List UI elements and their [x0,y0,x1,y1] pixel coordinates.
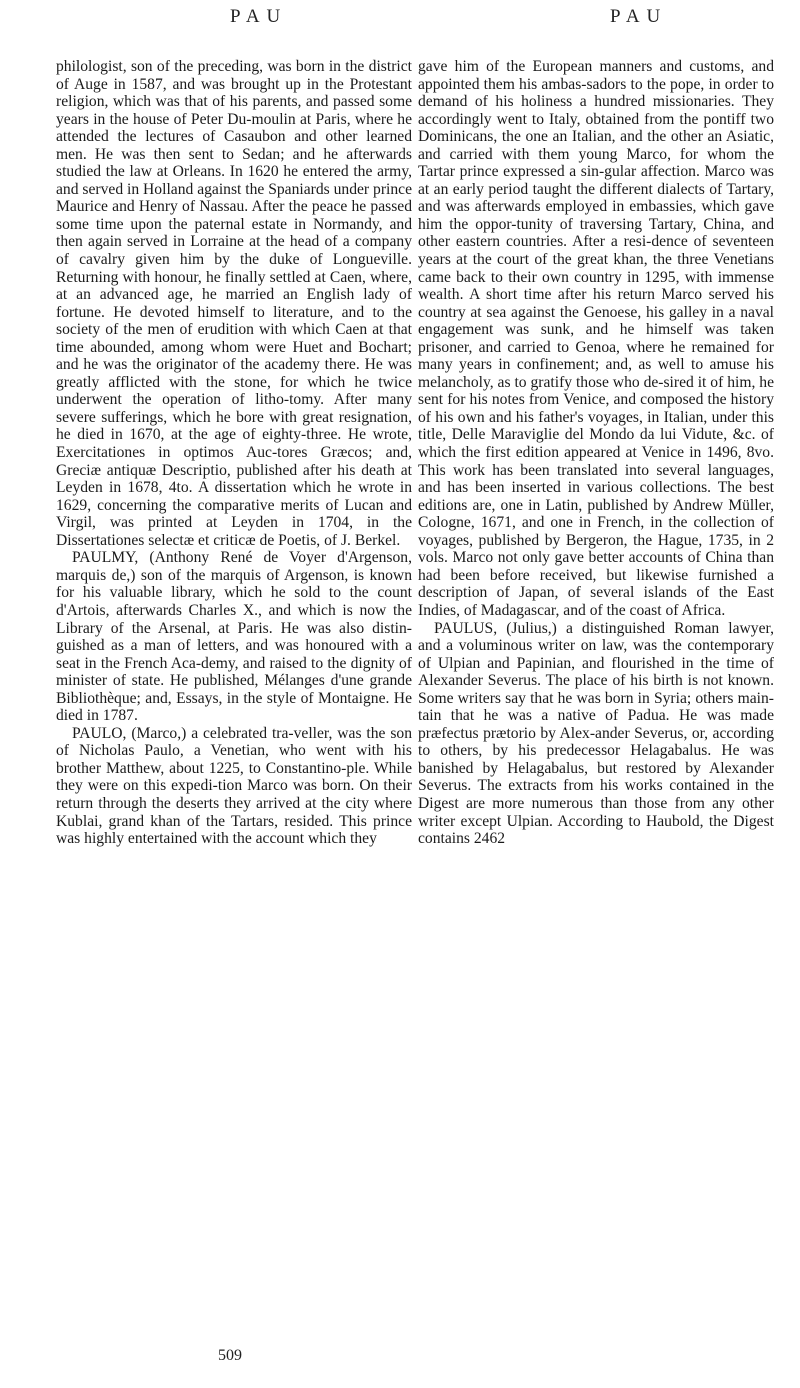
entry-paulmy: PAULMY, (Anthony René de Voyer d'Argenson, marquis de,) son of the marquis of Argenson, is known for his valuable library, which he sold to the count d'Artois, afterwards Charles X., and which is now the Library of the Arsenal, at Paris. He was also distin-guished as a man of letters, and was honoured with a seat in the French Aca-demy, and raised to the dignity of minister of state. He published, Mélanges d'une grande Bibliothèque; and, Essays, in the style of Montaigne. He died in 1787. [56,549,412,725]
paragraph-continuation: gave him of the European manners and customs, and appointed them his ambas-sadors to the pope, in order to demand of his holiness a hundred missionaries. They accordingly went to Italy, obtained from the pontiff two Dominicans, the one an Italian, and the other an Asiatic, and carried with them young Marco, for whom the Tartar prince expressed a sin-gular affection. Marco was at an early period taught the different dialects of Tartary, and was afterwards employed in embassies, which gave him the oppor-tunity of traversing Tartary, China, and other eastern countries. After a resi-dence of seventeen years at the court of the great khan, the three Venetians came back to their own country in 1295, with immense wealth. A short time after his return Marco served his country at sea against the Genoese, his galley in a naval engagement was sunk, and he himself was taken prisoner, and carried to Genoa, where he remained for many years in confinement; and, as well to amuse his melancholy, as to gratify those who de-sired it of him, he sent for his notes from Venice, and composed the history of his own and his father's voyages, in Italian, under this title, Delle Maraviglie del Mondo da lui Vidute, &c. of which the first edition appeared at Venice in 1496, 8vo. This work has been translated into several languages, and has been inserted in various collections. The best editions are, one in Latin, published by Andrew Müller, Cologne, 1671, and one in French, in the collection of voyages, published by Bergeron, the Hague, 1735, in 2 vols. Marco not only gave better accounts of China than had been before received, but likewise furnished a description of Japan, of several islands of the East Indies, of Madagascar, and of the coast of Africa. [418,58,774,619]
paragraph-continuation: philologist, son of the preceding, was born in the district of Auge in 1587, and was brought up in the Protestant religion, which was that of his parents, and passed some years in the house of Peter Du-moulin at Paris, where he attended the lectures of Casaubon and other learned men. He was then sent to Sedan; and he afterwards studied the law at Orleans. In 1620 he entered the army, and served in Holland against the Spaniards under prince Maurice and Henry of Nassau. After the peace he passed some time upon the paternal estate in Normandy, and then again served in Lorraine at the head of a company of cavalry given him by the duke of Longueville. Returning with honour, he finally settled at Caen, where, at an advanced age, he married an English lady of fortune. He devoted himself to literature, and to the society of the men of erudition with which Caen at that time abounded, among whom were Huet and Bochart; and he was the originator of the academy there. He was greatly afflicted with the stone, for which he twice underwent the operation of litho-tomy. After many severe sufferings, which he bore with great resignation, he died in 1670, at the age of eighty-three. He wrote, Exercitationes in optimos Auc-tores Græcos; and, Greciæ antiquæ Descriptio, published after his death at Leyden in 1678, 4to. A dissertation which he wrote in 1629, concerning the comparative merits of Lucan and Virgil, was printed at Leyden in 1704, in the Dissertationes selectæ et criticæ de Poetis, of J. Berkel. [56,58,412,549]
running-head-right: PAU [610,6,668,27]
left-column [56,58,412,848]
page-number: 509 [218,1347,242,1364]
entry-paulo: PAULO, (Marco,) a celebrated tra-veller, was the son of Nicholas Paulo, a Venetian, who went with his brother Matthew, about 1225, to Constantino-ple. While they were on this expedi-tion Marco was born. On their return through the deserts they arrived at the city where Kublai, grand khan of the Tartars, resided. This prince was highly entertained with the account which they [56,724,412,848]
right-column [418,58,774,848]
entry-paulus: PAULUS, (Julius,) a distinguished Roman lawyer, and a voluminous writer on law, was the contemporary of Ulpian and Papinian, and flourished in the time of Alexander Severus. The place of his birth is not known. Some writers say that he was born in Syria; others main-tain that he was a native of Padua. He was made præfectus prætorio by Alex-ander Severus, or, according to others, by his predecessor Helagabalus. He was banished by Helagabalus, but restored by Alexander Severus. The extracts from his works contained in the Digest are more numerous than those from any other writer except Ulpian. According to Haubold, the Digest contains 2462 [418,619,774,848]
running-head-left: PAU [230,6,288,27]
